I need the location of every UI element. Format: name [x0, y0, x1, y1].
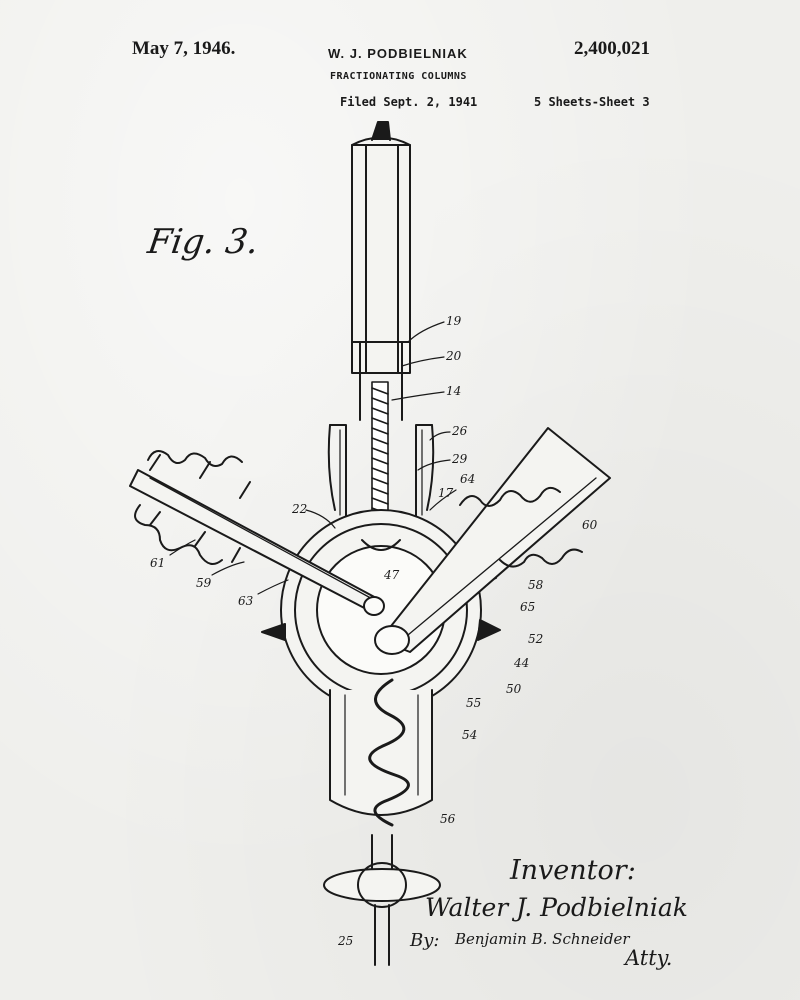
ref-19: 19 — [446, 314, 462, 328]
ref-59: 59 — [196, 576, 212, 590]
ref-14: 14 — [446, 384, 462, 398]
ref-60: 60 — [582, 518, 598, 532]
vertical-tube — [352, 122, 410, 420]
ref-56: 56 — [440, 812, 456, 826]
ref-22: 22 — [292, 502, 308, 516]
filed-date: Filed Sept. 2, 1941 — [340, 95, 478, 109]
ref-54: 54 — [462, 728, 478, 742]
ref-64: 64 — [460, 472, 476, 486]
ref-25: 25 — [338, 934, 354, 948]
ref-52: 52 — [528, 632, 544, 646]
patent-date: May 7, 1946. — [132, 38, 236, 59]
attorney-signature: Benjamin B. Schneider — [455, 930, 630, 948]
inventor-heading: W. J. PODBIELNIAK — [328, 46, 468, 61]
patent-number: 2,400,021 — [574, 38, 650, 59]
patent-title: FRACTIONATING COLUMNS — [330, 71, 467, 82]
figure-label: Fig. 3. — [145, 222, 262, 262]
ref-61: 61 — [150, 556, 166, 570]
inventor-signature: Walter J. Podbielniak — [425, 893, 688, 922]
ref-20: 20 — [446, 349, 462, 363]
attorney-label: Atty. — [625, 946, 673, 970]
by-label: By: — [410, 930, 440, 951]
ref-29: 29 — [452, 452, 468, 466]
ref-63: 63 — [238, 594, 254, 608]
inventor-label: Inventor: — [510, 855, 636, 886]
ref-17: 17 — [438, 486, 454, 500]
lower-vessel — [330, 680, 432, 870]
ref-44: 44 — [514, 656, 530, 670]
packing-coil — [372, 382, 388, 522]
ref-65: 65 — [520, 600, 536, 614]
ref-55: 55 — [466, 696, 482, 710]
ref-47: 47 — [384, 568, 400, 582]
ref-50: 50 — [506, 682, 522, 696]
ref-58: 58 — [528, 578, 544, 592]
ref-26: 26 — [452, 424, 468, 438]
sheet-count: 5 Sheets-Sheet 3 — [534, 95, 650, 109]
